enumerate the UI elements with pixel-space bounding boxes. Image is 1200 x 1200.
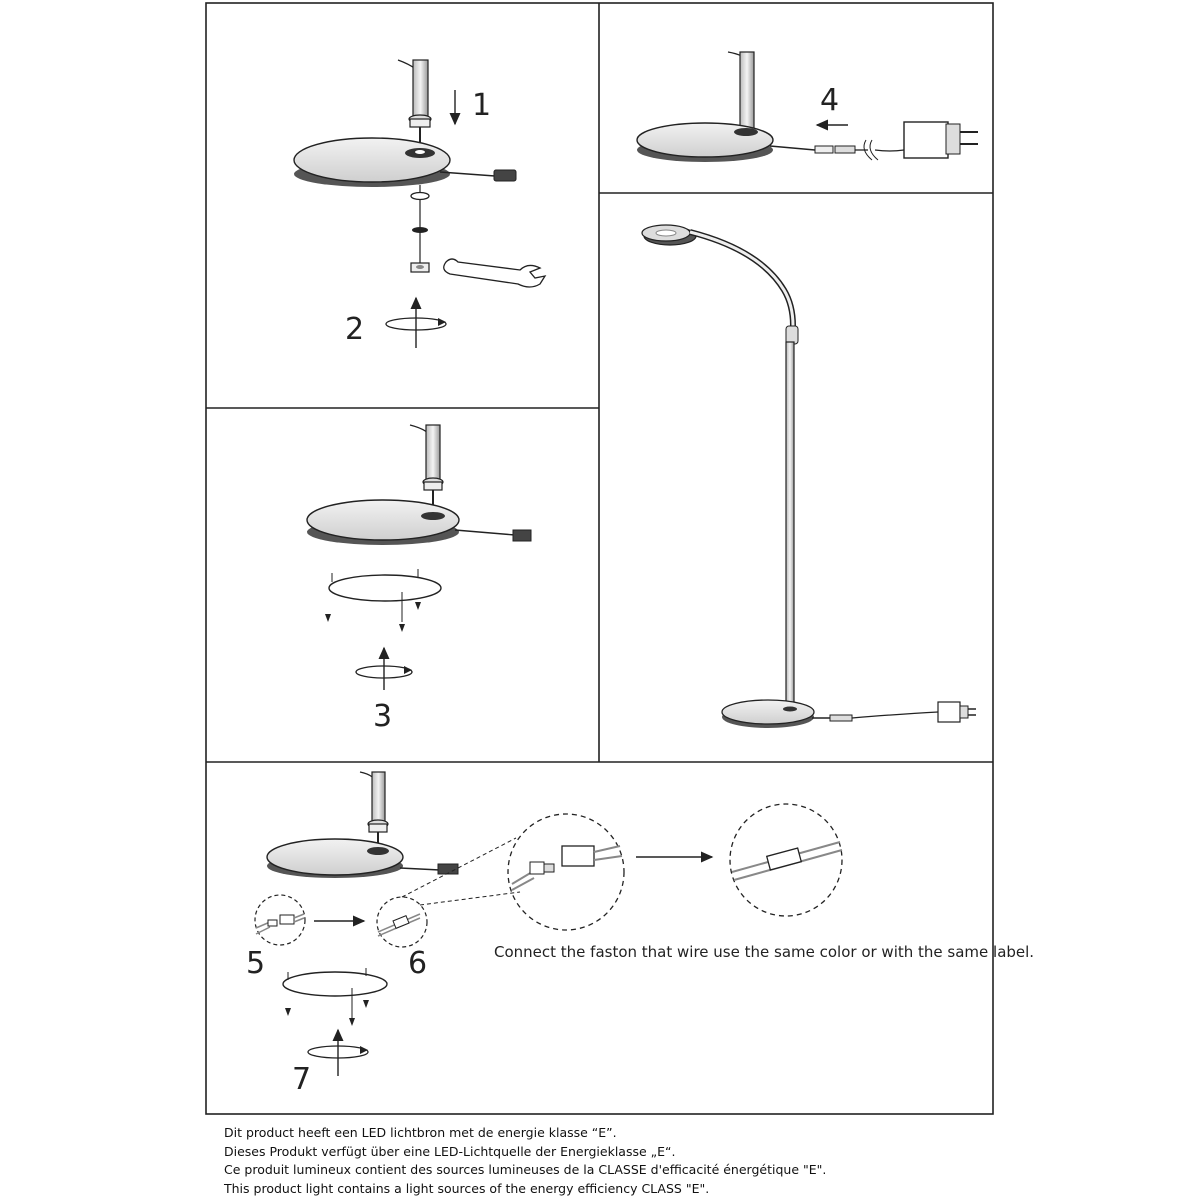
connector-zoom-disconnected [508, 814, 624, 930]
energy-note-de: Dieses Produkt verfügt über eine LED-Lichtquelle der Energieklasse „E“. [224, 1143, 676, 1159]
panel-step-5-7 [246, 772, 1034, 1097]
step-number-7: 7 [292, 1062, 312, 1097]
panel-assembled-lamp [642, 225, 976, 728]
wrench-icon [444, 259, 545, 287]
panel-step-1-2 [294, 60, 545, 348]
energy-note-nl: Dit product heeft een LED lichtbron met de energie klasse “E”. [224, 1125, 617, 1140]
panel-step-4 [637, 52, 978, 162]
lamp-base [294, 138, 450, 182]
lamp-base [722, 700, 814, 724]
bottom-plate [283, 972, 387, 996]
pole-segment [413, 60, 428, 118]
energy-note-fr: Ce produit lumineux contient des sources lumineuses de la CLASSE d'efficacité énergétique "E". [224, 1162, 827, 1177]
energy-note-en: This product light contains a light sources of the energy efficiency CLASS "E". [224, 1180, 710, 1196]
power-adapter [904, 122, 948, 158]
lamp-base [307, 500, 459, 540]
lamp-pole [786, 342, 794, 710]
step-number-3: 3 [373, 699, 393, 734]
step-number-5: 5 [246, 946, 266, 981]
lamp-base [637, 123, 773, 157]
step-number-2: 2 [345, 312, 365, 347]
bottom-plate [329, 575, 441, 601]
lamp-base [267, 839, 403, 875]
energy-label-notes [224, 1124, 1184, 1198]
step-number-1: 1 [472, 88, 492, 123]
step-number-4: 4 [820, 83, 840, 118]
step-number-6: 6 [408, 946, 428, 981]
panel-step-3 [307, 425, 531, 734]
cable-connector [494, 170, 516, 181]
faston-instruction: Connect the faston that wire use the same color or with the same label. [494, 943, 1035, 961]
power-adapter [938, 702, 960, 722]
